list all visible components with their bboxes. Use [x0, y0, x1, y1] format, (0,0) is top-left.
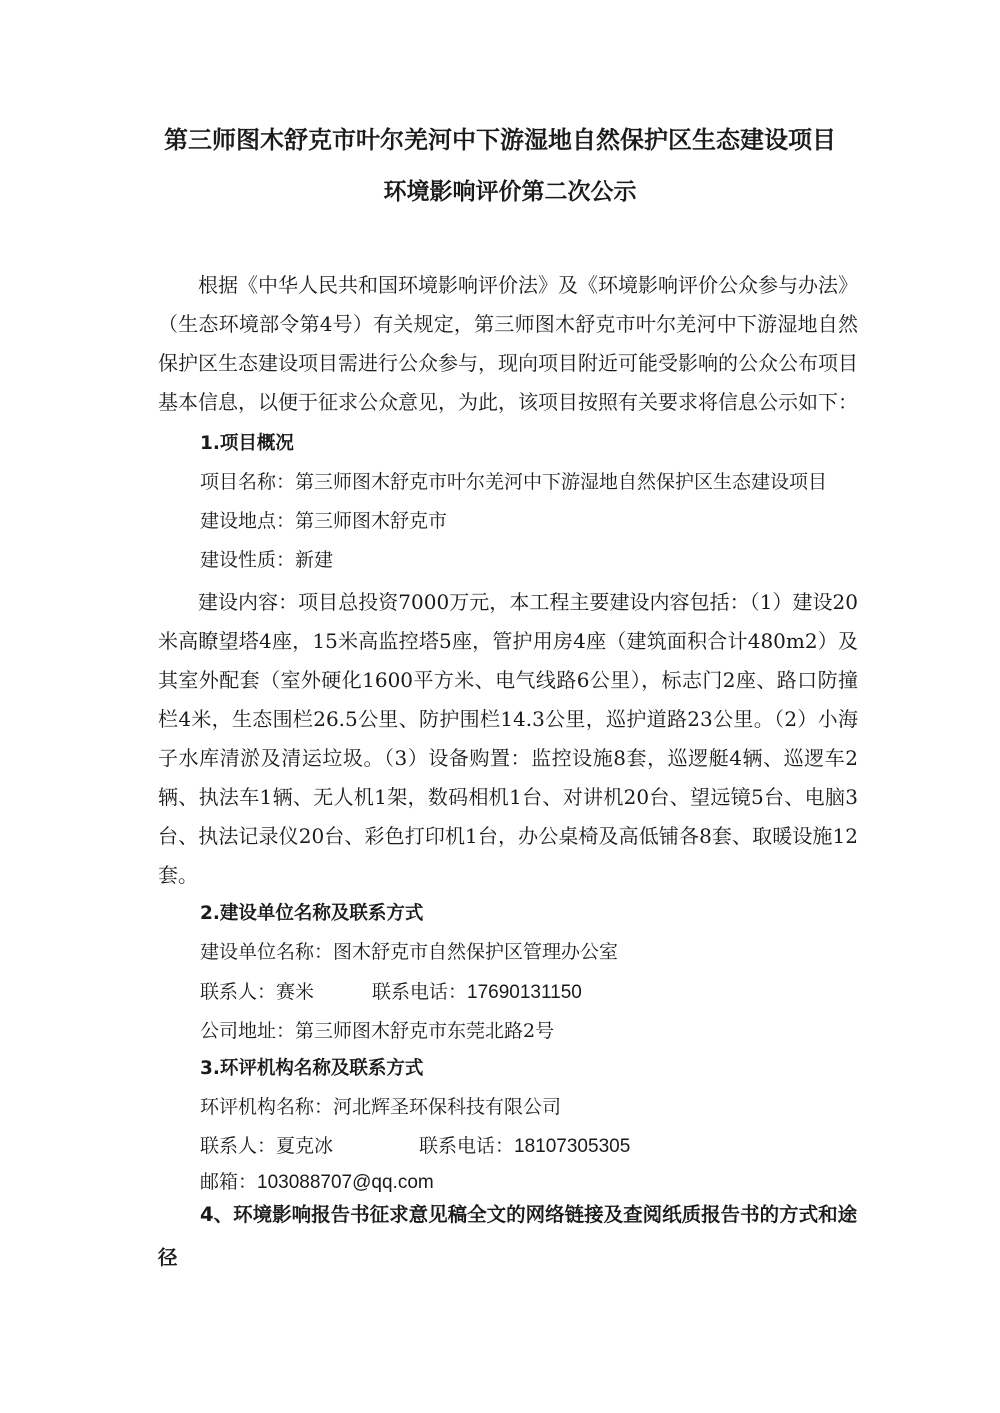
page-title: 第三师图木舒克市叶尔羌河中下游湿地自然保护区生态建设项目	[164, 126, 836, 154]
project-nature-line: 建设性质：新建	[200, 549, 334, 571]
eia-email-label: 邮箱：	[200, 1171, 258, 1193]
section-1-heading: 1.项目概况	[200, 433, 294, 454]
builder-phone-label: 联系电话：	[372, 981, 468, 1003]
eia-phone: 18107305305	[514, 1136, 631, 1157]
eia-email: 103088707@qq.com	[257, 1172, 434, 1193]
builder-address-line: 公司地址：第三师图木舒克市东莞北路2号	[200, 1020, 555, 1042]
section-2-heading: 2.建设单位名称及联系方式	[200, 903, 424, 924]
section-3-heading: 3.环评机构名称及联系方式	[200, 1058, 424, 1079]
project-content-paragraph: 建设内容：项目总投资7000万元，本工程主要建设内容包括：（1）建设20米高瞭望塔4座，15米高监控塔5座，管护用房4座（建筑面积合计480m2）及其室外配套（室外硬化1600平方米、电气线路6公里），标志门2座、路口防撞栏4米，生态围栏26.5公里、防护围栏14.3公里，巡护道路23公里。（2）小海子水库清淤及清运垃圾。（3）设备购置：监控设施8套，巡逻艇4辆、巡逻车2辆、执法车1辆、无人机1架，数码相机1台、对讲机20台、望远镜5台、电脑3台、执法记录仪20台、彩色打印机1台，办公桌椅及高低铺各8套、取暖设施12套。	[158, 590, 858, 887]
builder-unit-line: 建设单位名称：图木舒克市自然保护区管理办公室	[200, 941, 619, 963]
section-4-heading: 4、环境影响报告书征求意见稿全文的网络链接及查阅纸质报告书的方式和途径	[158, 1203, 858, 1269]
builder-phone: 17690131150	[467, 982, 582, 1003]
eia-org-line: 环评机构名称：河北辉圣环保科技有限公司	[200, 1096, 562, 1118]
eia-contact-person: 联系人：夏克冰	[200, 1135, 334, 1157]
builder-contact-person: 联系人：赛米	[200, 981, 315, 1003]
builder-contact-line	[200, 978, 582, 1007]
project-location-line: 建设地点：第三师图木舒克市	[200, 510, 448, 532]
project-name-line: 项目名称：第三师图木舒克市叶尔羌河中下游湿地自然保护区生态建设项目	[200, 471, 828, 493]
page-subtitle: 环境影响评价第二次公示	[383, 179, 637, 205]
intro-paragraph: 根据《中华人民共和国环境影响评价法》及《环境影响评价公众参与办法》（生态环境部令第4号）有关规定，第三师图木舒克市叶尔羌河中下游湿地自然保护区生态建设项目需进行公众参与，现向项目附近可能受影响的公众公布项目基本信息，以便于征求公众意见，为此，该项目按照有关要求将信息公示如下：	[158, 273, 858, 414]
eia-phone-label: 联系电话：	[419, 1135, 515, 1157]
eia-contact-line	[200, 1132, 630, 1161]
